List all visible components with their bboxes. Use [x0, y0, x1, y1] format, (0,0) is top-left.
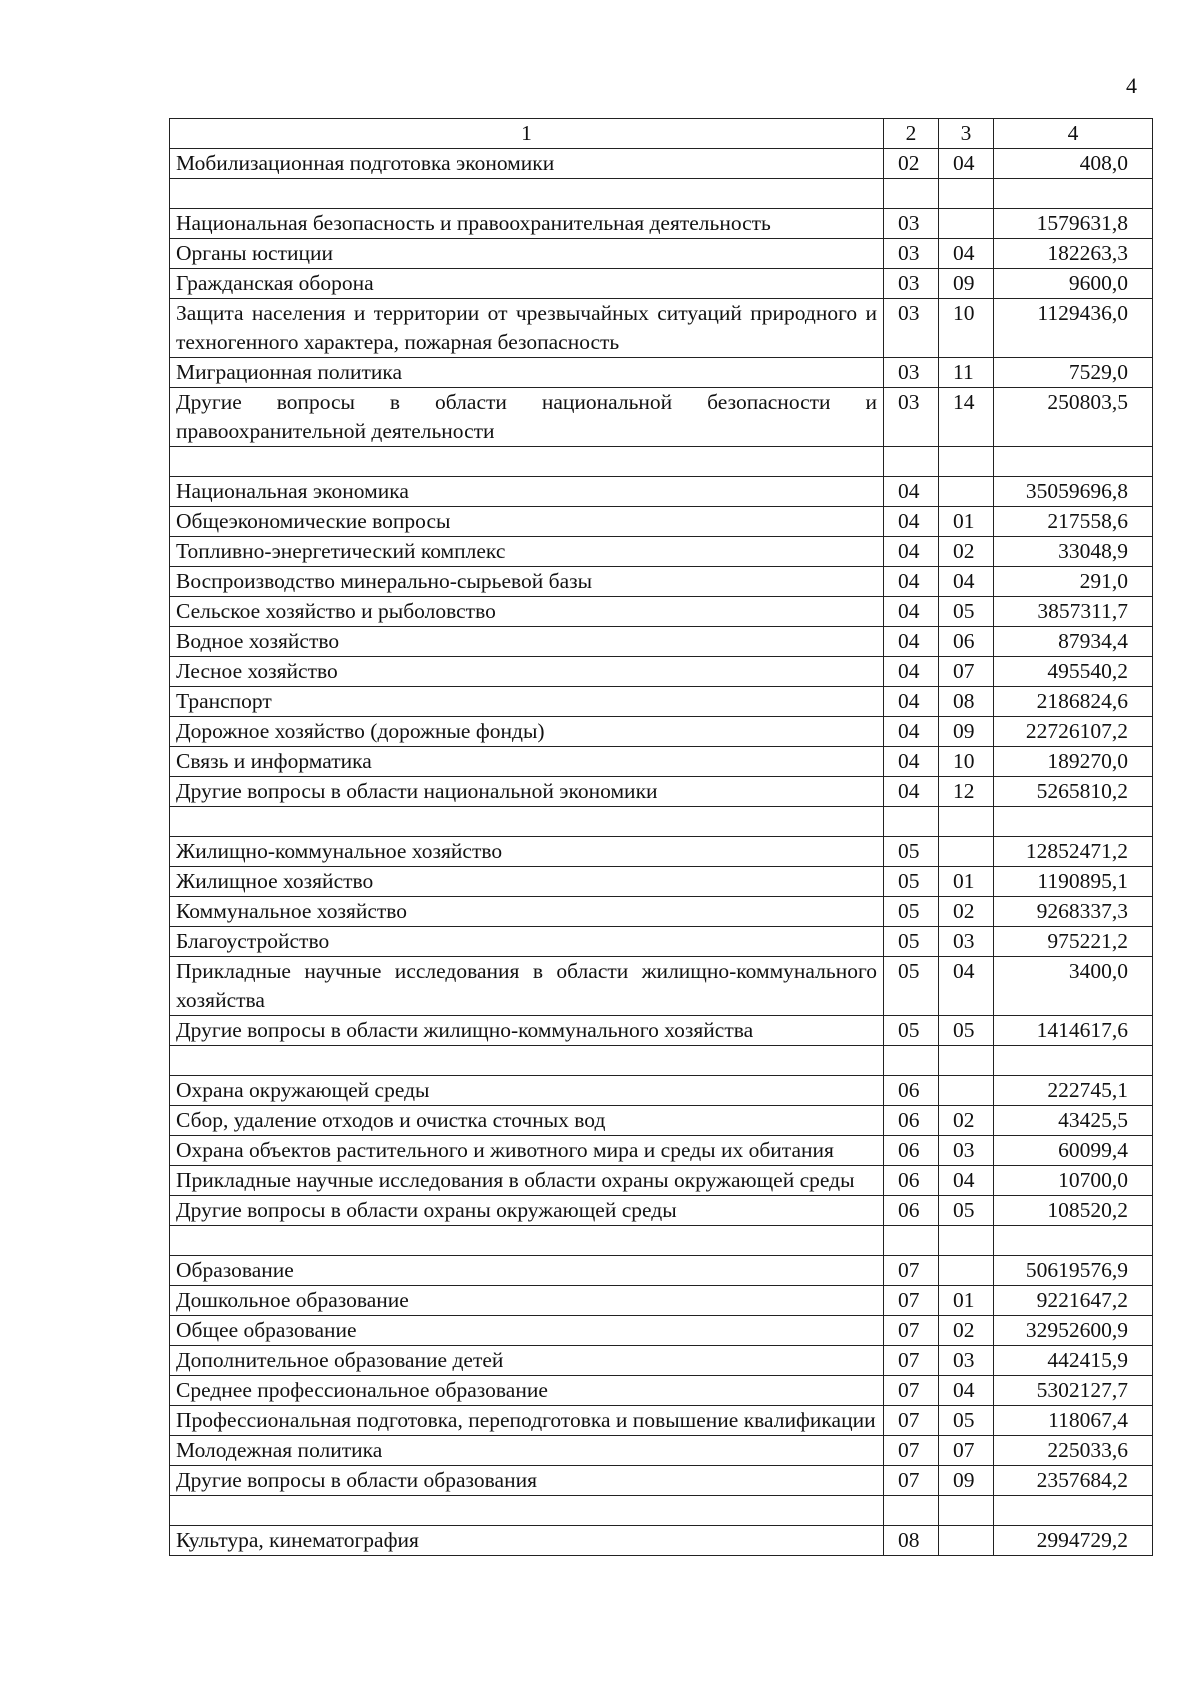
- row-section-code: 04: [884, 597, 939, 627]
- header-col-1: 1: [170, 119, 884, 149]
- table-header-row: [170, 119, 1153, 149]
- table-row: [170, 777, 1153, 807]
- row-name-cell: Другие вопросы в области жилищно-коммунального хозяйства: [170, 1016, 884, 1046]
- row-section-code: 08: [884, 1526, 939, 1556]
- row-section-code: [884, 179, 939, 209]
- table-row: [170, 537, 1153, 567]
- table-row: [170, 1136, 1153, 1166]
- table-row: [170, 1346, 1153, 1376]
- row-section-code: 07: [884, 1376, 939, 1406]
- table-spacer-row: [170, 179, 1153, 209]
- row-amount: 9600,0: [994, 269, 1153, 299]
- row-subsection-code: [939, 1076, 994, 1106]
- row-section-code: 04: [884, 747, 939, 777]
- table-row: [170, 687, 1153, 717]
- row-subsection-code: 05: [939, 1196, 994, 1226]
- row-name-cell: Гражданская оборона: [170, 269, 884, 299]
- row-section-code: 04: [884, 567, 939, 597]
- table-spacer-row: [170, 1046, 1153, 1076]
- table-row: [170, 747, 1153, 777]
- row-section-code: 04: [884, 507, 939, 537]
- table-row: [170, 837, 1153, 867]
- row-amount: 189270,0: [994, 747, 1153, 777]
- row-section-code: 06: [884, 1076, 939, 1106]
- row-section-code: 03: [884, 299, 939, 358]
- row-name-cell: Прикладные научные исследования в области охраны окружающей среды: [170, 1166, 884, 1196]
- row-section-code: [884, 1496, 939, 1526]
- row-amount: [994, 447, 1153, 477]
- row-subsection-code: 02: [939, 897, 994, 927]
- row-subsection-code: 14: [939, 388, 994, 447]
- row-name-cell: Общеэкономические вопросы: [170, 507, 884, 537]
- table-row: [170, 1076, 1153, 1106]
- row-section-code: 06: [884, 1106, 939, 1136]
- table-spacer-row: [170, 1496, 1153, 1526]
- row-name-cell: Молодежная политика: [170, 1436, 884, 1466]
- row-name-cell: Другие вопросы в области охраны окружающей среды: [170, 1196, 884, 1226]
- table-row: [170, 627, 1153, 657]
- row-subsection-code: 10: [939, 299, 994, 358]
- row-section-code: 06: [884, 1136, 939, 1166]
- row-section-code: 06: [884, 1196, 939, 1226]
- row-subsection-code: 05: [939, 597, 994, 627]
- row-amount: 217558,6: [994, 507, 1153, 537]
- table-spacer-row: [170, 807, 1153, 837]
- row-amount: 1579631,8: [994, 209, 1153, 239]
- row-subsection-code: 09: [939, 1466, 994, 1496]
- row-amount: 3857311,7: [994, 597, 1153, 627]
- table-row: [170, 507, 1153, 537]
- row-amount: 2357684,2: [994, 1466, 1153, 1496]
- row-section-code: 05: [884, 1016, 939, 1046]
- header-col-3: 3: [939, 119, 994, 149]
- row-name-cell: Культура, кинематография: [170, 1526, 884, 1556]
- table-row: [170, 1256, 1153, 1286]
- row-name-cell: Жилищное хозяйство: [170, 867, 884, 897]
- row-amount: 1190895,1: [994, 867, 1153, 897]
- row-amount: 495540,2: [994, 657, 1153, 687]
- row-section-code: 05: [884, 837, 939, 867]
- row-section-code: 05: [884, 897, 939, 927]
- row-amount: 32952600,9: [994, 1316, 1153, 1346]
- row-amount: 43425,5: [994, 1106, 1153, 1136]
- row-section-code: [884, 447, 939, 477]
- row-section-code: 04: [884, 477, 939, 507]
- row-amount: 5265810,2: [994, 777, 1153, 807]
- row-name-cell: Общее образование: [170, 1316, 884, 1346]
- row-section-code: 04: [884, 627, 939, 657]
- table-row: [170, 927, 1153, 957]
- row-section-code: 07: [884, 1406, 939, 1436]
- row-subsection-code: [939, 477, 994, 507]
- row-subsection-code: [939, 209, 994, 239]
- row-name-cell: Благоустройство: [170, 927, 884, 957]
- row-subsection-code: 05: [939, 1406, 994, 1436]
- row-section-code: 03: [884, 388, 939, 447]
- row-subsection-code: 04: [939, 1166, 994, 1196]
- table-row: [170, 897, 1153, 927]
- table-row: [170, 269, 1153, 299]
- row-name-cell: Лесное хозяйство: [170, 657, 884, 687]
- header-col-4: 4: [994, 119, 1153, 149]
- table-row: [170, 358, 1153, 388]
- row-name-cell: [170, 179, 884, 209]
- row-amount: 60099,4: [994, 1136, 1153, 1166]
- row-section-code: 07: [884, 1286, 939, 1316]
- row-subsection-code: 01: [939, 1286, 994, 1316]
- table-row: [170, 1376, 1153, 1406]
- table-row: [170, 1436, 1153, 1466]
- row-section-code: [884, 1226, 939, 1256]
- table-row: [170, 388, 1153, 447]
- row-name-cell: Образование: [170, 1256, 884, 1286]
- table-row: [170, 957, 1153, 1016]
- row-name-cell: Прикладные научные исследования в области жилищно-коммунального хозяйства: [170, 957, 884, 1016]
- header-col-2: 2: [884, 119, 939, 149]
- row-subsection-code: 12: [939, 777, 994, 807]
- row-subsection-code: [939, 807, 994, 837]
- row-amount: [994, 1496, 1153, 1526]
- row-name-cell: [170, 1496, 884, 1526]
- row-amount: 182263,3: [994, 239, 1153, 269]
- row-section-code: 03: [884, 239, 939, 269]
- row-amount: [994, 179, 1153, 209]
- row-section-code: 07: [884, 1346, 939, 1376]
- row-name-cell: Дополнительное образование детей: [170, 1346, 884, 1376]
- row-amount: 1129436,0: [994, 299, 1153, 358]
- row-subsection-code: [939, 1226, 994, 1256]
- row-amount: 3400,0: [994, 957, 1153, 1016]
- row-name-cell: Профессиональная подготовка, переподготовка и повышение квалификации: [170, 1406, 884, 1436]
- row-amount: 87934,4: [994, 627, 1153, 657]
- table-body: [170, 119, 1153, 1556]
- row-amount: 442415,9: [994, 1346, 1153, 1376]
- row-subsection-code: 08: [939, 687, 994, 717]
- row-amount: 250803,5: [994, 388, 1153, 447]
- row-name-cell: [170, 447, 884, 477]
- table-spacer-row: [170, 1226, 1153, 1256]
- row-subsection-code: 05: [939, 1016, 994, 1046]
- row-amount: 9268337,3: [994, 897, 1153, 927]
- row-subsection-code: [939, 1046, 994, 1076]
- row-name-cell: Национальная экономика: [170, 477, 884, 507]
- table-row: [170, 597, 1153, 627]
- row-name-cell: Миграционная политика: [170, 358, 884, 388]
- row-amount: [994, 1046, 1153, 1076]
- row-name-cell: Водное хозяйство: [170, 627, 884, 657]
- row-section-code: 04: [884, 657, 939, 687]
- row-subsection-code: 11: [939, 358, 994, 388]
- row-subsection-code: 04: [939, 567, 994, 597]
- row-name-cell: Другие вопросы в области национальной безопасности и правоохранительной деятельности: [170, 388, 884, 447]
- row-name-cell: Национальная безопасность и правоохранительная деятельность: [170, 209, 884, 239]
- row-section-code: 05: [884, 927, 939, 957]
- row-name-cell: Жилищно-коммунальное хозяйство: [170, 837, 884, 867]
- row-amount: 975221,2: [994, 927, 1153, 957]
- row-subsection-code: 03: [939, 927, 994, 957]
- row-amount: 2186824,6: [994, 687, 1153, 717]
- row-amount: 118067,4: [994, 1406, 1153, 1436]
- row-amount: 2994729,2: [994, 1526, 1153, 1556]
- row-name-cell: Охрана окружающей среды: [170, 1076, 884, 1106]
- row-section-code: [884, 807, 939, 837]
- row-section-code: [884, 1046, 939, 1076]
- row-name-cell: Другие вопросы в области образования: [170, 1466, 884, 1496]
- row-section-code: 04: [884, 687, 939, 717]
- table-row: [170, 239, 1153, 269]
- row-amount: 12852471,2: [994, 837, 1153, 867]
- table-row: [170, 1106, 1153, 1136]
- row-section-code: 04: [884, 537, 939, 567]
- row-name-cell: Транспорт: [170, 687, 884, 717]
- row-amount: 22726107,2: [994, 717, 1153, 747]
- row-amount: 108520,2: [994, 1196, 1153, 1226]
- table-row: [170, 477, 1153, 507]
- table-row: [170, 657, 1153, 687]
- row-section-code: 07: [884, 1256, 939, 1286]
- table-row: [170, 1196, 1153, 1226]
- table-row: [170, 1166, 1153, 1196]
- row-subsection-code: 01: [939, 507, 994, 537]
- row-subsection-code: [939, 1526, 994, 1556]
- row-name-cell: Дошкольное образование: [170, 1286, 884, 1316]
- table-row: [170, 1406, 1153, 1436]
- row-subsection-code: [939, 447, 994, 477]
- row-name-cell: Охрана объектов растительного и животного мира и среды их обитания: [170, 1136, 884, 1166]
- table-row: [170, 1286, 1153, 1316]
- row-name-cell: Мобилизационная подготовка экономики: [170, 149, 884, 179]
- row-name-cell: Сельское хозяйство и рыболовство: [170, 597, 884, 627]
- row-name-cell: Дорожное хозяйство (дорожные фонды): [170, 717, 884, 747]
- row-section-code: 06: [884, 1166, 939, 1196]
- row-section-code: 03: [884, 269, 939, 299]
- row-name-cell: Сбор, удаление отходов и очистка сточных вод: [170, 1106, 884, 1136]
- table-row: [170, 1316, 1153, 1346]
- row-subsection-code: 06: [939, 627, 994, 657]
- row-subsection-code: 09: [939, 269, 994, 299]
- row-section-code: 07: [884, 1466, 939, 1496]
- row-subsection-code: 03: [939, 1346, 994, 1376]
- row-section-code: 03: [884, 209, 939, 239]
- row-subsection-code: [939, 1496, 994, 1526]
- row-subsection-code: [939, 1256, 994, 1286]
- row-name-cell: Топливно-энергетический комплекс: [170, 537, 884, 567]
- row-amount: [994, 807, 1153, 837]
- row-subsection-code: 07: [939, 657, 994, 687]
- row-name-cell: Защита населения и территории от чрезвычайных ситуаций природного и техногенного характера, пожарная безопасность: [170, 299, 884, 358]
- row-subsection-code: 04: [939, 239, 994, 269]
- budget-table: [169, 118, 1153, 1556]
- row-name-cell: Связь и информатика: [170, 747, 884, 777]
- row-amount: 1414617,6: [994, 1016, 1153, 1046]
- row-section-code: 07: [884, 1436, 939, 1466]
- row-name-cell: [170, 1046, 884, 1076]
- row-amount: 33048,9: [994, 537, 1153, 567]
- table-row: [170, 717, 1153, 747]
- page-number: 4: [1126, 73, 1137, 98]
- row-subsection-code: 01: [939, 867, 994, 897]
- table-row: [170, 567, 1153, 597]
- row-subsection-code: 04: [939, 957, 994, 1016]
- table-row: [170, 149, 1153, 179]
- row-section-code: 02: [884, 149, 939, 179]
- row-name-cell: Органы юстиции: [170, 239, 884, 269]
- row-amount: 35059696,8: [994, 477, 1153, 507]
- table-row: [170, 209, 1153, 239]
- row-section-code: 05: [884, 867, 939, 897]
- row-section-code: 04: [884, 717, 939, 747]
- row-name-cell: Коммунальное хозяйство: [170, 897, 884, 927]
- row-subsection-code: [939, 837, 994, 867]
- row-subsection-code: 02: [939, 1316, 994, 1346]
- row-amount: 5302127,7: [994, 1376, 1153, 1406]
- table-row: [170, 1466, 1153, 1496]
- row-name-cell: Воспроизводство минерально-сырьевой базы: [170, 567, 884, 597]
- row-name-cell: Другие вопросы в области национальной экономики: [170, 777, 884, 807]
- row-amount: 225033,6: [994, 1436, 1153, 1466]
- row-amount: [994, 1226, 1153, 1256]
- row-section-code: 04: [884, 777, 939, 807]
- row-subsection-code: 02: [939, 1106, 994, 1136]
- row-amount: 291,0: [994, 567, 1153, 597]
- row-subsection-code: 07: [939, 1436, 994, 1466]
- row-section-code: 07: [884, 1316, 939, 1346]
- row-amount: 10700,0: [994, 1166, 1153, 1196]
- row-amount: 408,0: [994, 149, 1153, 179]
- row-subsection-code: 04: [939, 1376, 994, 1406]
- row-amount: 7529,0: [994, 358, 1153, 388]
- row-section-code: 03: [884, 358, 939, 388]
- row-subsection-code: [939, 179, 994, 209]
- row-subsection-code: 04: [939, 149, 994, 179]
- row-section-code: 05: [884, 957, 939, 1016]
- row-name-cell: [170, 807, 884, 837]
- row-name-cell: [170, 1226, 884, 1256]
- row-subsection-code: 02: [939, 537, 994, 567]
- table-row: [170, 1526, 1153, 1556]
- table-row: [170, 867, 1153, 897]
- table-spacer-row: [170, 447, 1153, 477]
- row-name-cell: Среднее профессиональное образование: [170, 1376, 884, 1406]
- row-amount: 50619576,9: [994, 1256, 1153, 1286]
- row-amount: 222745,1: [994, 1076, 1153, 1106]
- table-row: [170, 299, 1153, 358]
- row-subsection-code: 10: [939, 747, 994, 777]
- row-amount: 9221647,2: [994, 1286, 1153, 1316]
- row-subsection-code: 09: [939, 717, 994, 747]
- row-subsection-code: 03: [939, 1136, 994, 1166]
- table-row: [170, 1016, 1153, 1046]
